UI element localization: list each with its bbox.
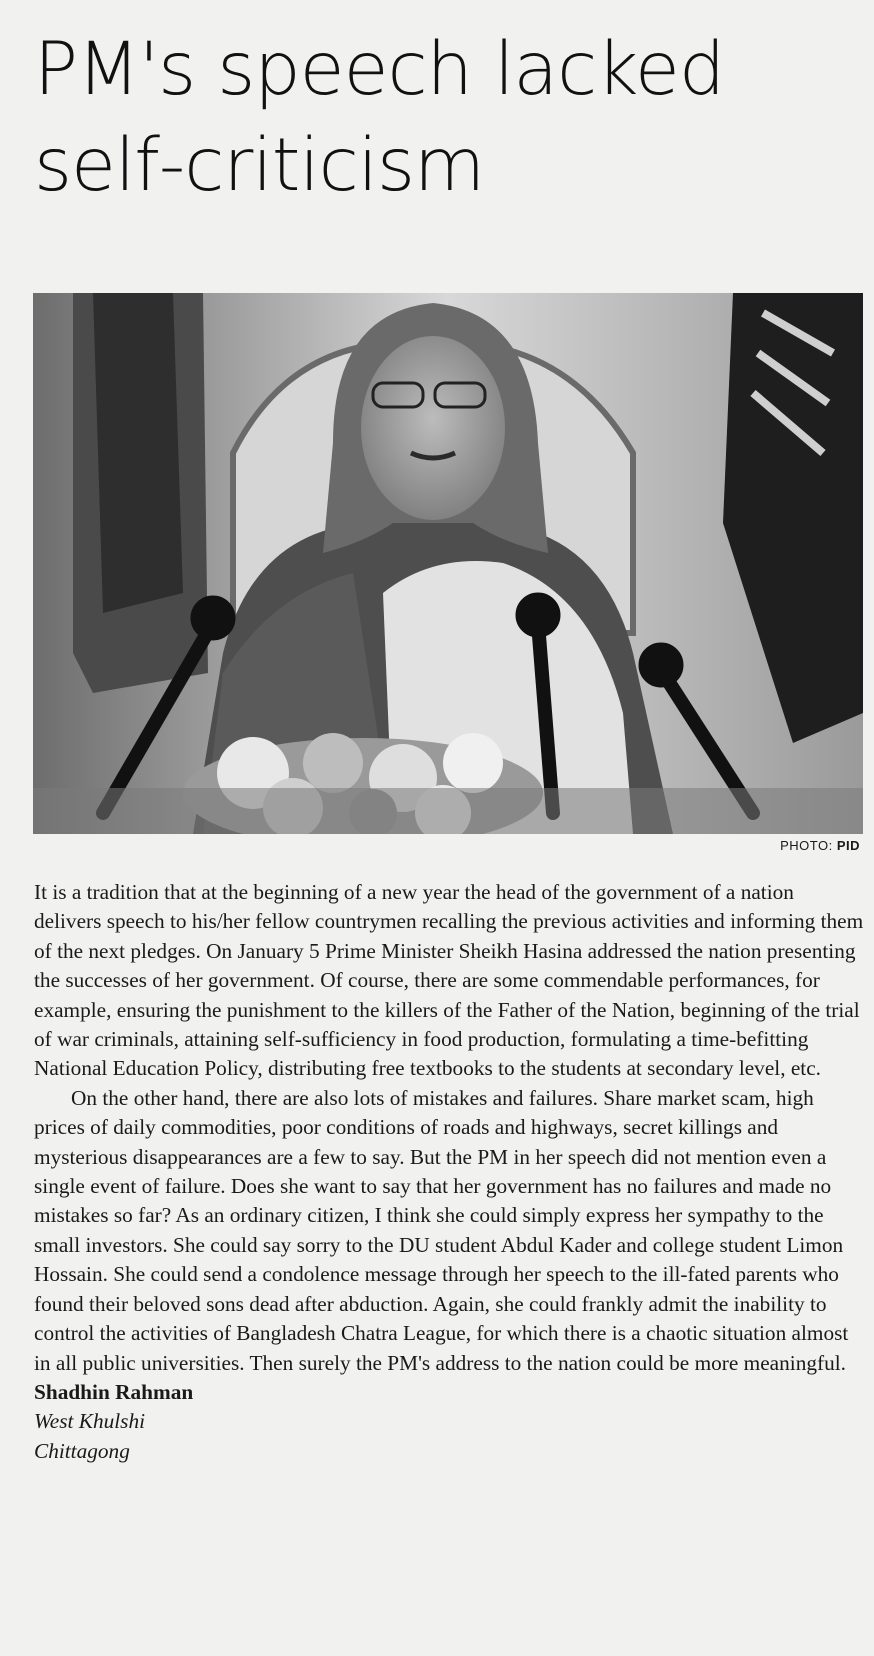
article-body	[34, 878, 864, 1466]
photo-credit	[780, 838, 860, 853]
article-photo	[33, 293, 863, 834]
paragraph-2: On the other hand, there are also lots of mistakes and failures. Share market scam, high prices of daily commodities, poor conditions of roads and highways, secret killings and mysterious disappearances are a few to say. But the PM in her speech did not mention even a single event of failure. Does she want to say that her government has no failures and made no mistakes so far? As an ordinary citizen, I think she could simply express her sympathy to the small investors. She could say sorry to the DU student Abdul Kader and college student Limon Hossain. She could send a condolence message through her speech to the ill-fated parents who found their beloved sons dead after abduction. Again, she could frankly admit the inability to control the activities of Bangladesh Chatra League, for which there is a chaotic situation almost in all public universities. Then surely the PM's address to the nation could be more meaningful.	[34, 1085, 849, 1375]
author-address-line-2: Chittagong	[34, 1438, 130, 1463]
headline-line-1: PM's speech lacked	[34, 27, 725, 112]
author-name: Shadhin Rahman	[34, 1379, 194, 1404]
author-address-line-1: West Khulshi	[34, 1409, 146, 1434]
headline	[34, 22, 874, 214]
photo-credit-label: PHOTO:	[780, 838, 833, 853]
photo-credit-source: PID	[836, 838, 860, 853]
headline-line-2: self-criticism	[34, 123, 485, 208]
paragraph-1: It is a tradition that at the beginning of a new year the head of the government of a nation delivers speech to his/her fellow countrymen recalling the previous activities and informing them of the next pledges. On January 5 Prime Minister Sheikh Hasina addressed the nation presenting the successes of her government. Of course, there are some commendable performances, for example, ensuring the punishment to the killers of the Father of the Nation, beginning of the trial of war criminals, attaining self-sufficiency in food production, formulating a time-befitting National Education Policy, distributing free textbooks to the students at secondary level, etc.	[34, 880, 864, 1081]
